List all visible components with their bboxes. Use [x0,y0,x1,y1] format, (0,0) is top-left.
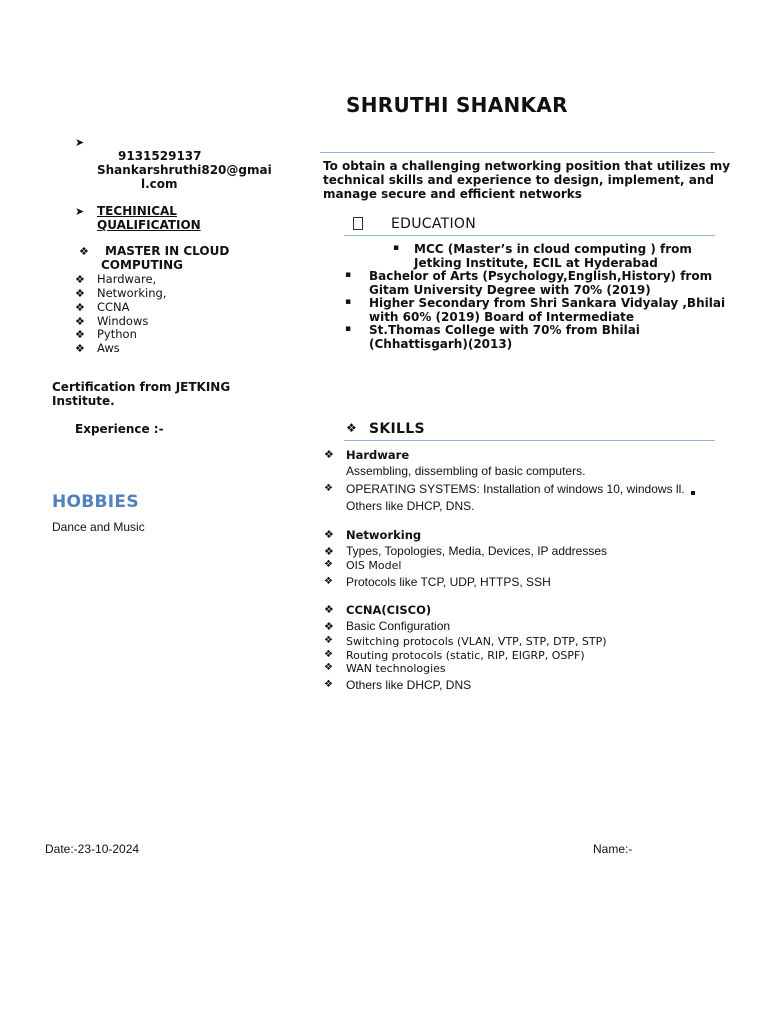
diamond-bullet-icon: ❖ [75,301,85,314]
solid-diamond-bullet-icon: ❖ [324,528,334,541]
education-item-line: Gitam University Degree with 70% (2019) [369,283,651,297]
skill-ccna-title: CCNA(CISCO) [346,603,432,617]
email-line-1: Shankarshruthi820@gmai [97,163,272,177]
diamond-bullet-icon: ❖ [75,328,85,341]
small-square-mark-icon [691,491,695,495]
square-bullet-icon: ▪ [345,324,352,334]
qualification-item: Aws [97,341,120,355]
square-bullet-icon: ▪ [345,270,352,280]
certification-line-1: Certification from JETKING [52,380,231,394]
skills-heading: SKILLS [369,421,425,437]
qualification-item: Networking, [97,286,167,300]
education-item-line: Jetking Institute, ECIL at Hyderabad [414,256,658,270]
objective-line-1: To obtain a challenging networking position that utilizes my [323,159,731,173]
diamond-bullet-icon: ❖ [324,662,333,673]
skill-hardware-desc: Assembling, dissembling of basic computers. [346,464,586,478]
header-divider [320,152,715,153]
diamond-bullet-icon: ❖ [75,287,85,300]
qualification-item: Windows [97,314,149,328]
phone-number: 9131529137 [118,149,202,163]
skill-ccna-item: Switching protocols (VLAN, VTP, STP, DTP, STP) [346,635,607,648]
hobbies-heading: HOBBIES [52,492,139,512]
arrow-bullet-icon: ➤ [75,205,85,218]
certification-line-2: Institute. [52,394,115,408]
diamond-bullet-icon: ❖ [79,245,89,258]
diamond-bullet-icon: ❖ [324,576,333,587]
skill-networking-item: Types, Topologies, Media, Devices, IP addresses [346,544,608,558]
education-item-line: with 60% (2019) Board of Intermediate [369,310,635,324]
master-degree-line-2: COMPUTING [101,258,184,272]
education-item-line: St.Thomas College with 70% from Bhilai [369,323,640,337]
education-heading: EDUCATION [391,216,477,232]
skill-ccna-item: WAN technologies [346,662,446,675]
education-item-line: MCC (Master’s in cloud computing ) from [414,242,692,256]
solid-diamond-bullet-icon: ❖ [324,603,334,616]
solid-diamond-bullet-icon: ❖ [324,448,334,461]
diamond-bullet-icon: ❖ [324,559,333,570]
qualification-heading-2: QUALIFICATION [97,218,201,232]
qualification-item: Hardware, [97,272,157,286]
skill-ccna-item: Basic Configuration [346,619,451,633]
experience-label: Experience :- [75,422,164,436]
education-item-line: (Chhattisgarh)(2013) [369,337,513,351]
square-bullet-icon: ▪ [393,243,400,253]
skill-ccna-item: Others like DHCP, DNS [346,678,472,692]
diamond-bullet-icon: ❖ [324,635,333,646]
qualification-item: Python [97,327,137,341]
page-title: SHRUTHI SHANKAR [346,93,568,117]
email-line-2: l.com [141,177,178,191]
education-icon [353,217,363,230]
diamond-bullet-icon: ❖ [346,421,357,435]
education-item-line: Bachelor of Arts (Psychology,English,History) from [369,269,713,283]
skill-ccna-item: Routing protocols (static, RIP, EIGRP, OSPF) [346,649,585,662]
solid-diamond-bullet-icon: ❖ [324,545,334,558]
skills-divider [344,440,715,441]
square-bullet-icon: ▪ [345,297,352,307]
footer-date: Date:-23-10-2024 [45,842,140,856]
qualification-heading-1: TECHINICAL [97,204,177,218]
skill-os-extra: Others like DHCP, DNS. [346,499,475,513]
skill-networking-item: Protocols like TCP, UDP, HTTPS, SSH [346,575,551,589]
hobbies-text: Dance and Music [52,520,145,534]
skill-hardware-title: Hardware [346,448,410,462]
skill-networking-title: Networking [346,528,422,542]
diamond-bullet-icon: ❖ [324,483,333,494]
diamond-bullet-icon: ❖ [324,649,333,660]
objective-line-3: manage secure and efficient networks [323,187,582,201]
skill-os-line [346,482,695,496]
diamond-bullet-icon: ❖ [324,679,333,690]
solid-diamond-bullet-icon: ❖ [324,620,334,633]
qualification-item: CCNA [97,300,130,314]
objective-line-2: technical skills and experience to design, implement, and [323,173,714,187]
diamond-bullet-icon: ❖ [75,342,85,355]
arrow-bullet-icon: ➤ [75,136,85,149]
skill-os-title: OPERATING SYSTEMS [346,482,477,496]
skill-os-desc: : Installation of windows 10, windows ll. [476,482,685,496]
education-item-line: Higher Secondary from Shri Sankara Vidyalay ,Bhilai [369,296,726,310]
skill-networking-item: OIS Model [346,559,402,572]
education-divider [344,235,715,236]
master-degree-line-1: MASTER IN CLOUD [105,244,230,258]
diamond-bullet-icon: ❖ [75,315,85,328]
diamond-bullet-icon: ❖ [75,273,85,286]
footer-name-label: Name:- [593,842,633,856]
